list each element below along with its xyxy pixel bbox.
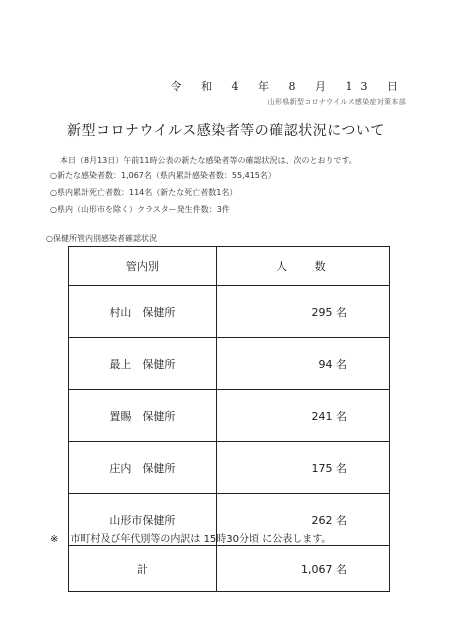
- table-row: [69, 338, 390, 390]
- total-label: 計: [69, 546, 217, 592]
- header-area: 管内別: [69, 247, 217, 286]
- count-cell: 262 名: [216, 494, 389, 546]
- issuing-organization: 山形県新型コロナウイルス感染症対策本部: [267, 98, 406, 106]
- area-cell: 置賜 保健所: [69, 390, 217, 442]
- area-cell: 村山 保健所: [69, 286, 217, 338]
- table-total-row: [69, 546, 390, 592]
- total-count: 1,067 名: [216, 546, 389, 592]
- count-cell: 241 名: [216, 390, 389, 442]
- footnote-mark: ※: [50, 534, 59, 545]
- summary-new-cases: ○新たな感染者数：1,067名（県内累計感染者数：55,415名）: [50, 171, 276, 180]
- summary-clusters: ○県内（山形市を除く）クラスター発生件数：3件: [50, 205, 230, 214]
- summary-deaths: ○県内累計死亡者数：114名（新たな死亡者数1名）: [50, 188, 238, 197]
- table-header-row: [69, 247, 390, 286]
- area-cell: 庄内 保健所: [69, 442, 217, 494]
- header-people-label: 人 数: [276, 260, 338, 273]
- table-row: [69, 442, 390, 494]
- header-people: [216, 247, 389, 286]
- footnote: [50, 530, 331, 545]
- count-cell: 295 名: [216, 286, 389, 338]
- table-row: [69, 390, 390, 442]
- intro-text: 本日（8月13日）午前11時公表の新たな感染者等の確認状況は、次のとおりです。: [60, 156, 357, 165]
- page-title: 新型コロナウイルス感染者等の確認状況について: [67, 123, 385, 139]
- table-row: [69, 286, 390, 338]
- count-cell: 175 名: [216, 442, 389, 494]
- count-cell: 94 名: [216, 338, 389, 390]
- area-cell: 最上 保健所: [69, 338, 217, 390]
- table-caption: ○保健所管内別感染者確認状況: [46, 234, 157, 243]
- document-date: 令 和 4 年 8 月 13 日: [170, 80, 406, 93]
- area-cell: 山形市保健所: [69, 494, 217, 546]
- footnote-text: 市町村及び年代別等の内訳は 15時30分頃 に公表します。: [70, 534, 332, 545]
